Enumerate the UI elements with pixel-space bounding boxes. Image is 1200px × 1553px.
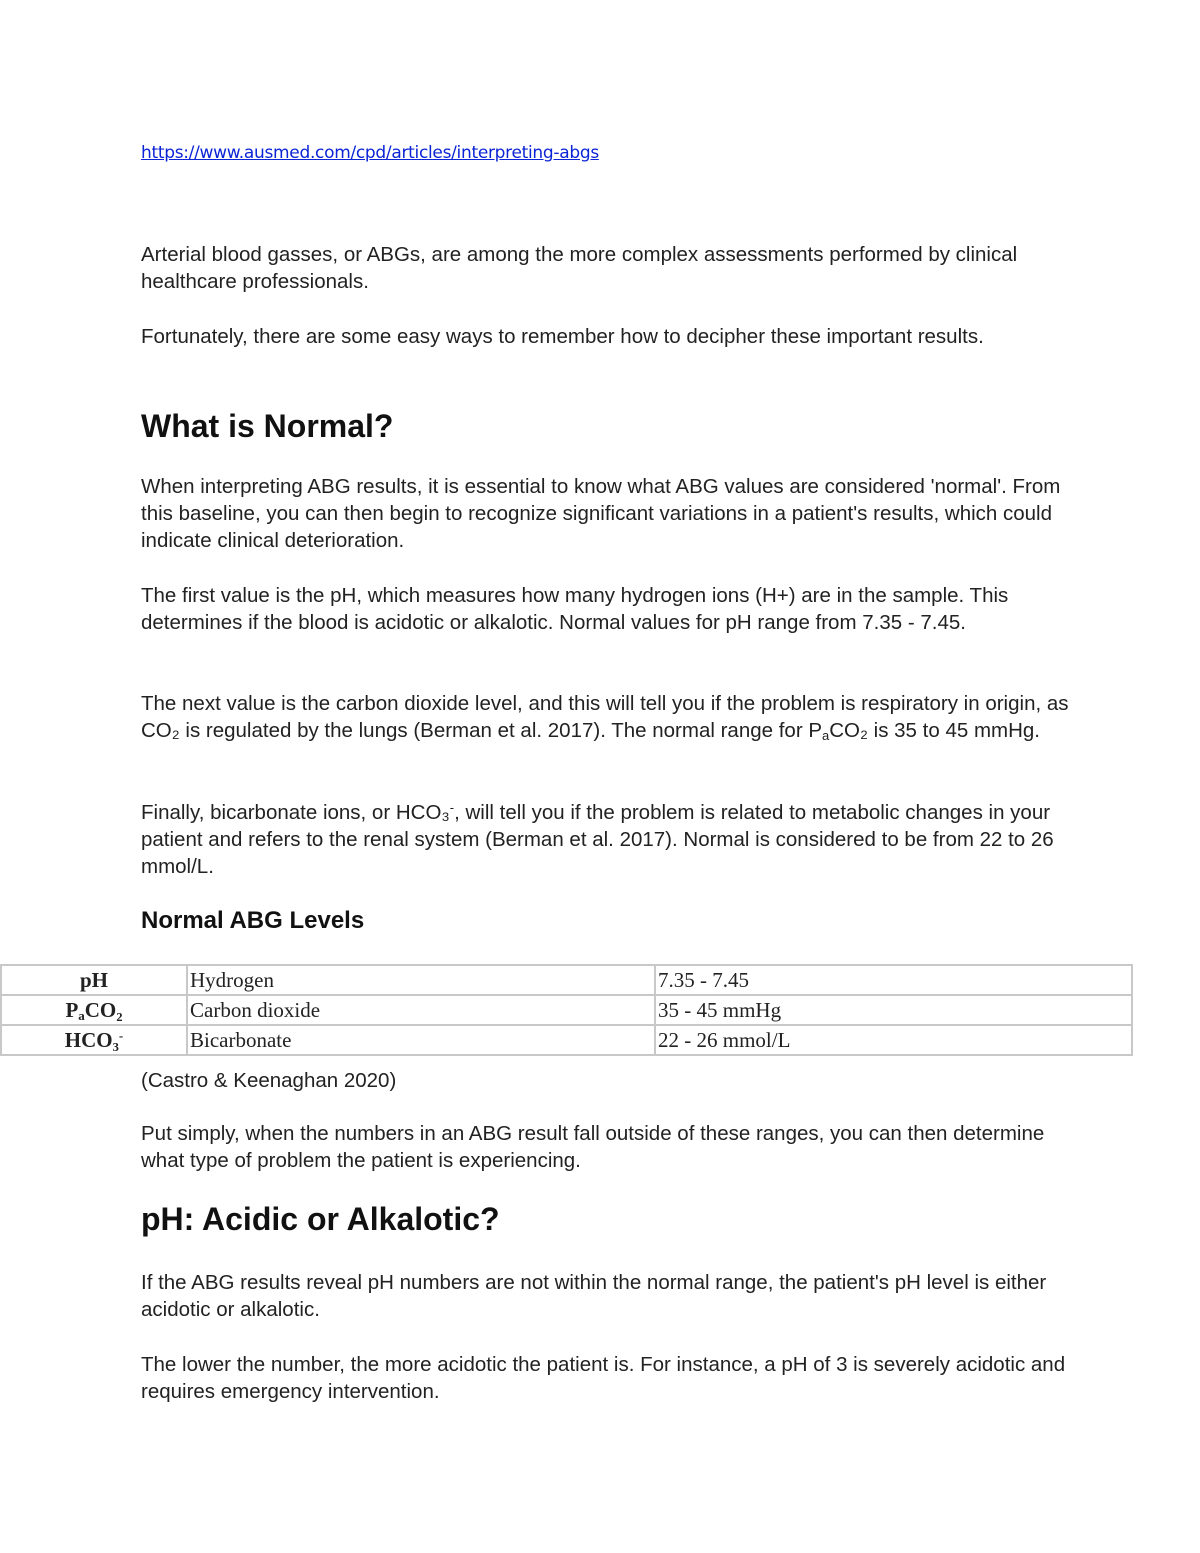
name-cell: Bicarbonate <box>187 1025 655 1055</box>
ph-paragraph-1: If the ABG results reveal pH numbers are not within the normal range, the patient's pH level is either acidotic or alkalotic. <box>141 1271 1047 1321</box>
p3-subscript: a <box>822 728 830 743</box>
table-citation: (Castro & Keenaghan 2020) <box>141 1069 397 1092</box>
abbr-text: HCO₃ <box>64 1027 119 1052</box>
heading-ph-acidic-alkalotic: pH: Acidic or Alkalotic? <box>141 1201 500 1237</box>
abbr-subscript: a <box>78 1007 85 1023</box>
table-row <box>1 995 1132 1025</box>
abbr-text-tail: CO₂ <box>84 997 123 1022</box>
intro-paragraph-1: Arterial blood gasses, or ABGs, are among the more complex assessments performed by clinical healthcare professionals. <box>141 243 1018 293</box>
normal-paragraph-1: When interpreting ABG results, it is essential to know what ABG values are considered 'normal'. From this baseline, you can then begin to recognize significant variations in a patient's results, which could indicate clinical deterioration. <box>141 475 1061 552</box>
p4-text-b: , will tell you if the problem is related to metabolic changes in your patient and refers to the renal system (Berman et al. 2017). Normal is considered to be from 22 to 26 mmol/L. <box>141 801 1054 878</box>
range-cell: 7.35 - 7.45 <box>655 965 1132 995</box>
abbr-cell <box>1 965 187 995</box>
p3-text-b: CO₂ is 35 to 45 mmHg. <box>829 719 1040 742</box>
abbr-superscript: - <box>118 1027 124 1043</box>
table-row <box>1 1025 1132 1055</box>
name-cell: Carbon dioxide <box>187 995 655 1025</box>
abbr-cell <box>1 1025 187 1055</box>
normal-paragraph-3 <box>141 690 1071 744</box>
abbr-text: P <box>65 997 79 1022</box>
name-cell: Hydrogen <box>187 965 655 995</box>
normal-abg-table <box>0 964 1133 1056</box>
abbr-cell <box>1 995 187 1025</box>
normal-paragraph-2: The first value is the pH, which measures how many hydrogen ions (H+) are in the sample. This determines if the blood is acidotic or alkalotic. Normal values for pH range from 7.35 - 7.45. <box>141 584 1009 634</box>
intro-paragraph-2: Fortunately, there are some easy ways to remember how to decipher these important results. <box>141 325 984 348</box>
p4-text-a: Finally, bicarbonate ions, or HCO₃ <box>141 801 450 824</box>
normal-paragraph-4 <box>141 799 1071 880</box>
heading-normal-abg-levels: Normal ABG Levels <box>141 907 365 934</box>
p3-text-a: The next value is the carbon dioxide level, and this will tell you if the problem is respiratory in origin, as CO₂ is regulated by the lungs (Berman et al. 2017). The normal range for P <box>141 692 1069 742</box>
heading-what-is-normal: What is Normal? <box>141 408 394 444</box>
ph-paragraph-2: The lower the number, the more acidotic the patient is. For instance, a pH of 3 is severely acidotic and requires emergency intervention. <box>141 1353 1066 1403</box>
p4-superscript: - <box>449 800 455 815</box>
table-row <box>1 965 1132 995</box>
abbr-text: pH <box>79 967 108 992</box>
range-cell: 35 - 45 mmHg <box>655 995 1132 1025</box>
source-link[interactable]: https://www.ausmed.com/cpd/articles/interpreting-abgs <box>141 143 599 163</box>
table-after-paragraph: Put simply, when the numbers in an ABG result fall outside of these ranges, you can then determine what type of problem the patient is experiencing. <box>141 1122 1045 1172</box>
range-cell: 22 - 26 mmol/L <box>655 1025 1132 1055</box>
